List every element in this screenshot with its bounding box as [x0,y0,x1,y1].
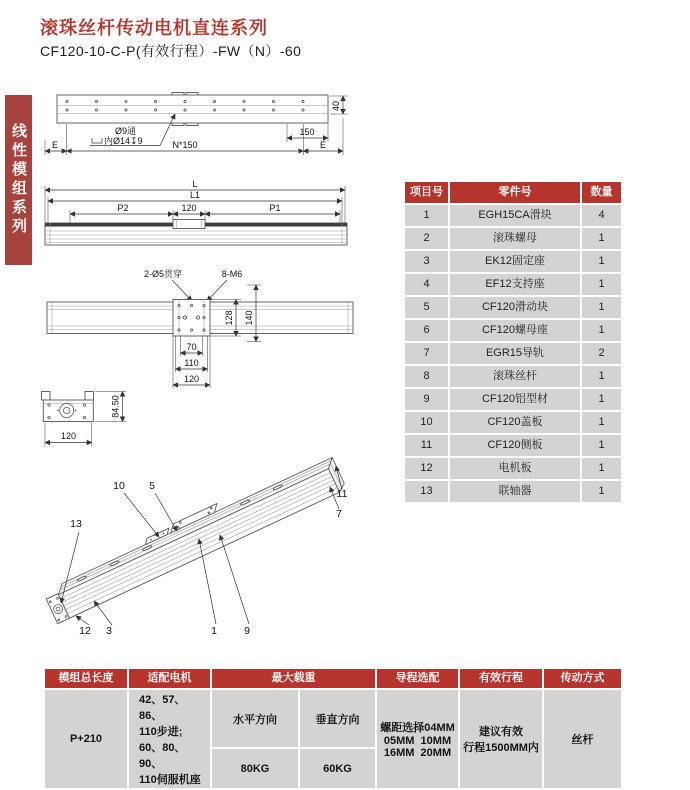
dimension-label: 140 [244,310,254,326]
cell-qty: 1 [582,366,621,387]
technical-drawings [35,80,370,672]
callout-label: 3 [106,625,112,637]
cell-horizontal-label: 水平方向 [212,690,298,747]
cell-part-no: CF120铝型材 [450,389,580,410]
dimension-label: 84.50 [110,395,121,418]
drawing-carriage-view [47,268,353,388]
cell-item-no: 5 [405,297,448,318]
dimension-label: P1 [269,203,281,213]
dimension-label: 70 [186,342,197,352]
cell-qty: 1 [582,297,621,318]
callout-label: 1 [211,625,217,637]
table-row [405,205,621,226]
cell-horizontal-value: 80KG [212,749,298,788]
counterbore-symbol [92,138,102,143]
cell-part-no: CF120盖板 [450,412,580,433]
cell-item-no: 2 [405,228,448,249]
carriage-side [173,220,205,229]
table-row [405,389,621,410]
table-row [405,366,621,387]
dimension-label: 120 [60,431,77,441]
callout-label: 12 [79,625,91,637]
cell-qty: 1 [582,458,621,479]
cell-qty: 4 [582,205,621,226]
dimension-label: E [319,140,327,150]
page-title: 滚珠丝杆传动电机直连系列 [40,18,268,38]
cell-item-no: 6 [405,320,448,341]
cell-part-no: 联轴器 [450,481,580,502]
cell-vertical-label: 垂直方向 [300,690,375,747]
cell-part-no: CF120侧板 [450,435,580,456]
callout-label: 7 [336,508,342,520]
table-row [405,458,621,479]
drawing-section-view [42,392,127,447]
callout-label: 5 [149,480,155,492]
drawing-top-view [45,93,348,156]
cell-item-no: 9 [405,389,448,410]
cell-item-no: 8 [405,366,448,387]
header-qty: 数量 [582,182,621,203]
cell-qty: 2 [582,343,621,364]
dimension-label: 110 [184,358,199,368]
cell-part-no: EF12支持座 [450,274,580,295]
model-code: CF120-10-C-P(有效行程）-FW（N）-60 [40,43,302,59]
table-row [405,435,621,456]
carriage-plan [173,300,210,337]
table-row [405,251,621,272]
dimension-label: L [192,179,198,189]
cell-qty: 1 [582,228,621,249]
cell-qty: 1 [582,274,621,295]
cell-part-no: CF120螺母座 [450,320,580,341]
cell-item-no: 1 [405,205,448,226]
dimension-label: E [51,140,59,150]
table-row [405,481,621,502]
dimension-label: P2 [117,203,129,213]
table-row [405,343,621,364]
series-side-tab [5,95,32,265]
cell-total-length: P+210 [45,690,127,788]
spec-row-1 [45,690,621,747]
thread-note: 8-M6 [221,269,243,279]
drawing-length-view [45,179,347,245]
dimension-label: 150 [299,127,315,137]
cell-stroke: 建议有效 行程1500MM内 [460,690,542,788]
iso-module-body [40,451,347,623]
dimension-label: N*150 [172,140,198,150]
header-drive: 传动方式 [544,669,621,688]
cell-part-no: EK12固定座 [450,251,580,272]
parts-table [403,180,623,504]
table-row [405,320,621,341]
header-motor: 适配电机 [129,669,210,688]
parts-table-header-row [405,182,621,203]
cell-item-no: 12 [405,458,448,479]
cell-item-no: 13 [405,481,448,502]
dimension-label: 40 [331,100,341,111]
cell-item-no: 7 [405,343,448,364]
cell-qty: 1 [582,251,621,272]
cell-item-no: 11 [405,435,448,456]
table-row [405,412,621,433]
cell-item-no: 3 [405,251,448,272]
series-side-tab-label: 线性模组系列 [10,123,27,237]
cell-part-no: 电机板 [450,458,580,479]
table-row [405,274,621,295]
header-item-no: 项目号 [405,182,448,203]
spec-header-row [45,669,621,688]
dimension-label: 120 [181,203,197,213]
header-part-no: 零件号 [450,182,580,203]
cell-qty: 1 [582,320,621,341]
hole-note: 2-Ø5贯穿 [143,269,183,279]
cell-qty: 1 [582,481,621,502]
cell-item-no: 10 [405,412,448,433]
cell-lead: 螺距选择04MM 05MM 10MM 16MM 20MM [377,690,458,788]
cell-part-no: 滚珠丝杆 [450,366,580,387]
dimension-label: L1 [189,190,201,200]
drawing-iso-view [40,451,347,637]
cell-part-no: EGH15CA滑块 [450,205,580,226]
cell-qty: 1 [582,435,621,456]
cell-drive: 丝杆 [544,690,621,788]
cell-motor: 42、57、86、 110步进; 60、80、90、 110伺服机座 [129,690,210,788]
header-stroke: 有效行程 [460,669,542,688]
cell-part-no: CF120滑动块 [450,297,580,318]
dimension-label: 120 [183,374,200,384]
cell-part-no: EGR15导轨 [450,343,580,364]
callout-label: 11 [336,488,348,500]
callout-label: 9 [244,625,250,637]
callout-label: 10 [113,480,125,492]
table-row [405,228,621,249]
cell-vertical-value: 60KG [300,749,375,788]
header-total-length: 模组总长度 [45,669,127,688]
cell-qty: 1 [582,389,621,410]
header-lead: 导程选配 [377,669,458,688]
cell-item-no: 4 [405,274,448,295]
hole-note: 内Ø14↧9 [104,136,143,146]
callout-label: 13 [70,518,82,530]
hole-note: Ø9通 [115,126,137,136]
table-row [405,297,621,318]
cell-qty: 1 [582,412,621,433]
dimension-label: 128 [224,310,234,326]
header-max-load: 最大载重 [212,669,375,688]
cell-part-no: 滚珠螺母 [450,228,580,249]
